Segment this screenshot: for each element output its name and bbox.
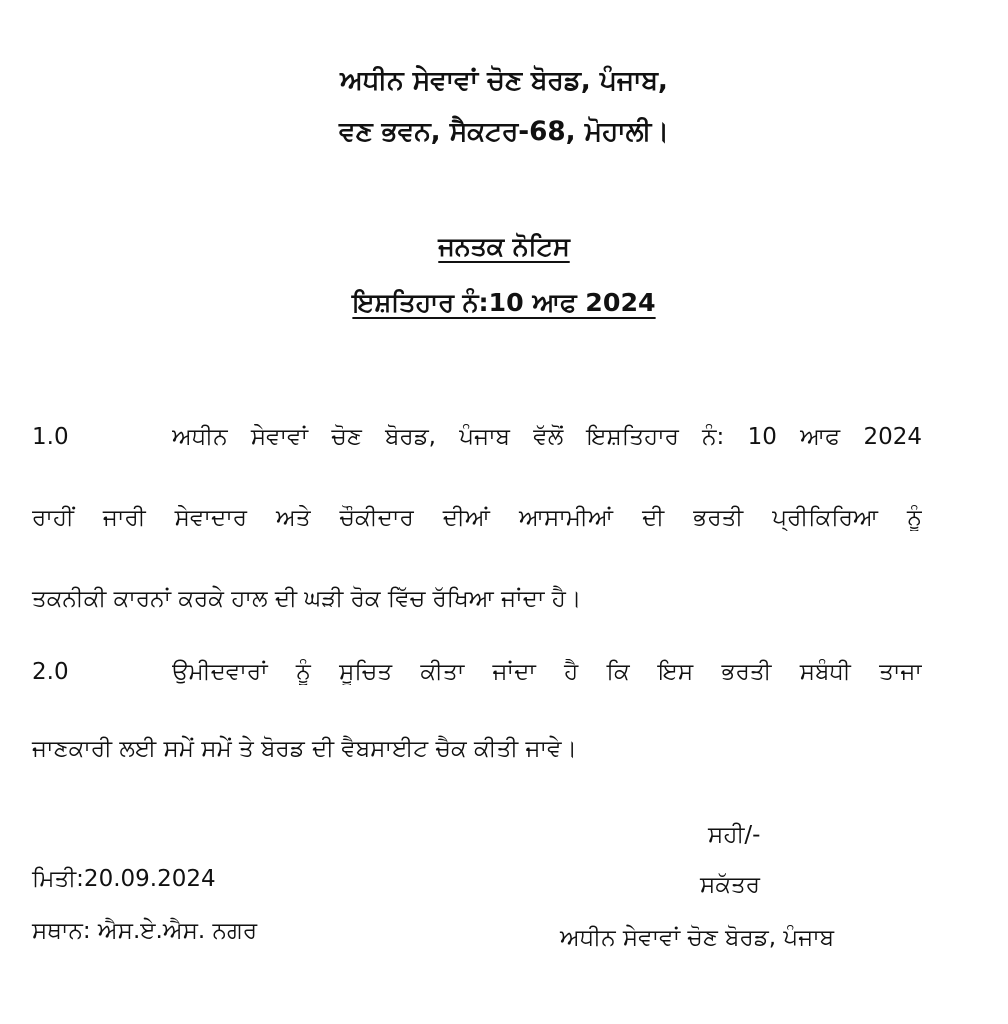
paragraph-2-line-1: ਉਮੀਦਵਾਰਾਂ ਨੂੰ ਸੂਚਿਤ ਕੀਤਾ ਜਾਂਦਾ ਹੈ ਕਿ ਇਸ ਭਰਤੀ ਸਬੰਧੀ ਤਾਜਾ [172, 659, 922, 685]
notice-title [0, 232, 1008, 263]
advertisement-number [0, 288, 1008, 319]
paragraph-1-number: 1.0 [32, 424, 69, 450]
notice-place: ਸਥਾਨ: ਐਸ.ਏ.ਐਸ. ਨਗਰ [32, 918, 258, 944]
paragraph-1-line-3: ਤਕਨੀਕੀ ਕਾਰਨਾਂ ਕਰਕੇ ਹਾਲ ਦੀ ਘੜੀ ਰੋਕ ਵਿੱਚ ਰੱਖਿਆ ਜਾਂਦਾ ਹੈ। [32, 586, 582, 612]
paragraph-1-line-1: ਅਧੀਨ ਸੇਵਾਵਾਂ ਚੋਣ ਬੋਰਡ, ਪੰਜਾਬ ਵੱਲੋਂ ਇਸ਼ਤਿਹਾਰ ਨੰ: 10 ਆਫ 2024 [172, 424, 922, 450]
board-address-heading: ਵਣ ਭਵਨ, ਸੈਕਟਰ-68, ਮੋਹਾਲੀ। [339, 117, 669, 147]
notice-date: ਮਿਤੀ:20.09.2024 [32, 866, 216, 892]
paragraph-2-line-2: ਜਾਣਕਾਰੀ ਲਈ ਸਮੇਂ ਸਮੇਂ ਤੇ ਬੋਰਡ ਦੀ ਵੈਬਸਾਈਟ ਚੈਕ ਕੀਤੀ ਜਾਵੇ। [32, 736, 578, 762]
paragraph-2-number: 2.0 [32, 659, 69, 685]
board-name-heading: ਅਧੀਨ ਸੇਵਾਵਾਂ ਚੋਣ ਬੋਰਡ, ਪੰਜਾਬ, [340, 66, 668, 96]
signing-organization: ਅਧੀਨ ਸੇਵਾਵਾਂ ਚੋਣ ਬੋਰਡ, ਪੰਜਾਬ [560, 925, 835, 951]
signature-mark: ਸਹੀ/- [708, 822, 761, 848]
notice-title-text: ਜਨਤਕ ਨੋਟਿਸ [438, 232, 570, 261]
secretary-designation: ਸਕੱਤਰ [700, 872, 760, 898]
advertisement-number-text: ਇਸ਼ਤਿਹਾਰ ਨੰ:10 ਆਫ 2024 [352, 288, 656, 317]
paragraph-1-line-2: ਰਾਹੀਂ ਜਾਰੀ ਸੇਵਾਦਾਰ ਅਤੇ ਚੌਕੀਦਾਰ ਦੀਆਂ ਆਸਾਮੀਆਂ ਦੀ ਭਰਤੀ ਪ੍ਰੀਕਿਰਿਆ ਨੂੰ [32, 505, 922, 531]
